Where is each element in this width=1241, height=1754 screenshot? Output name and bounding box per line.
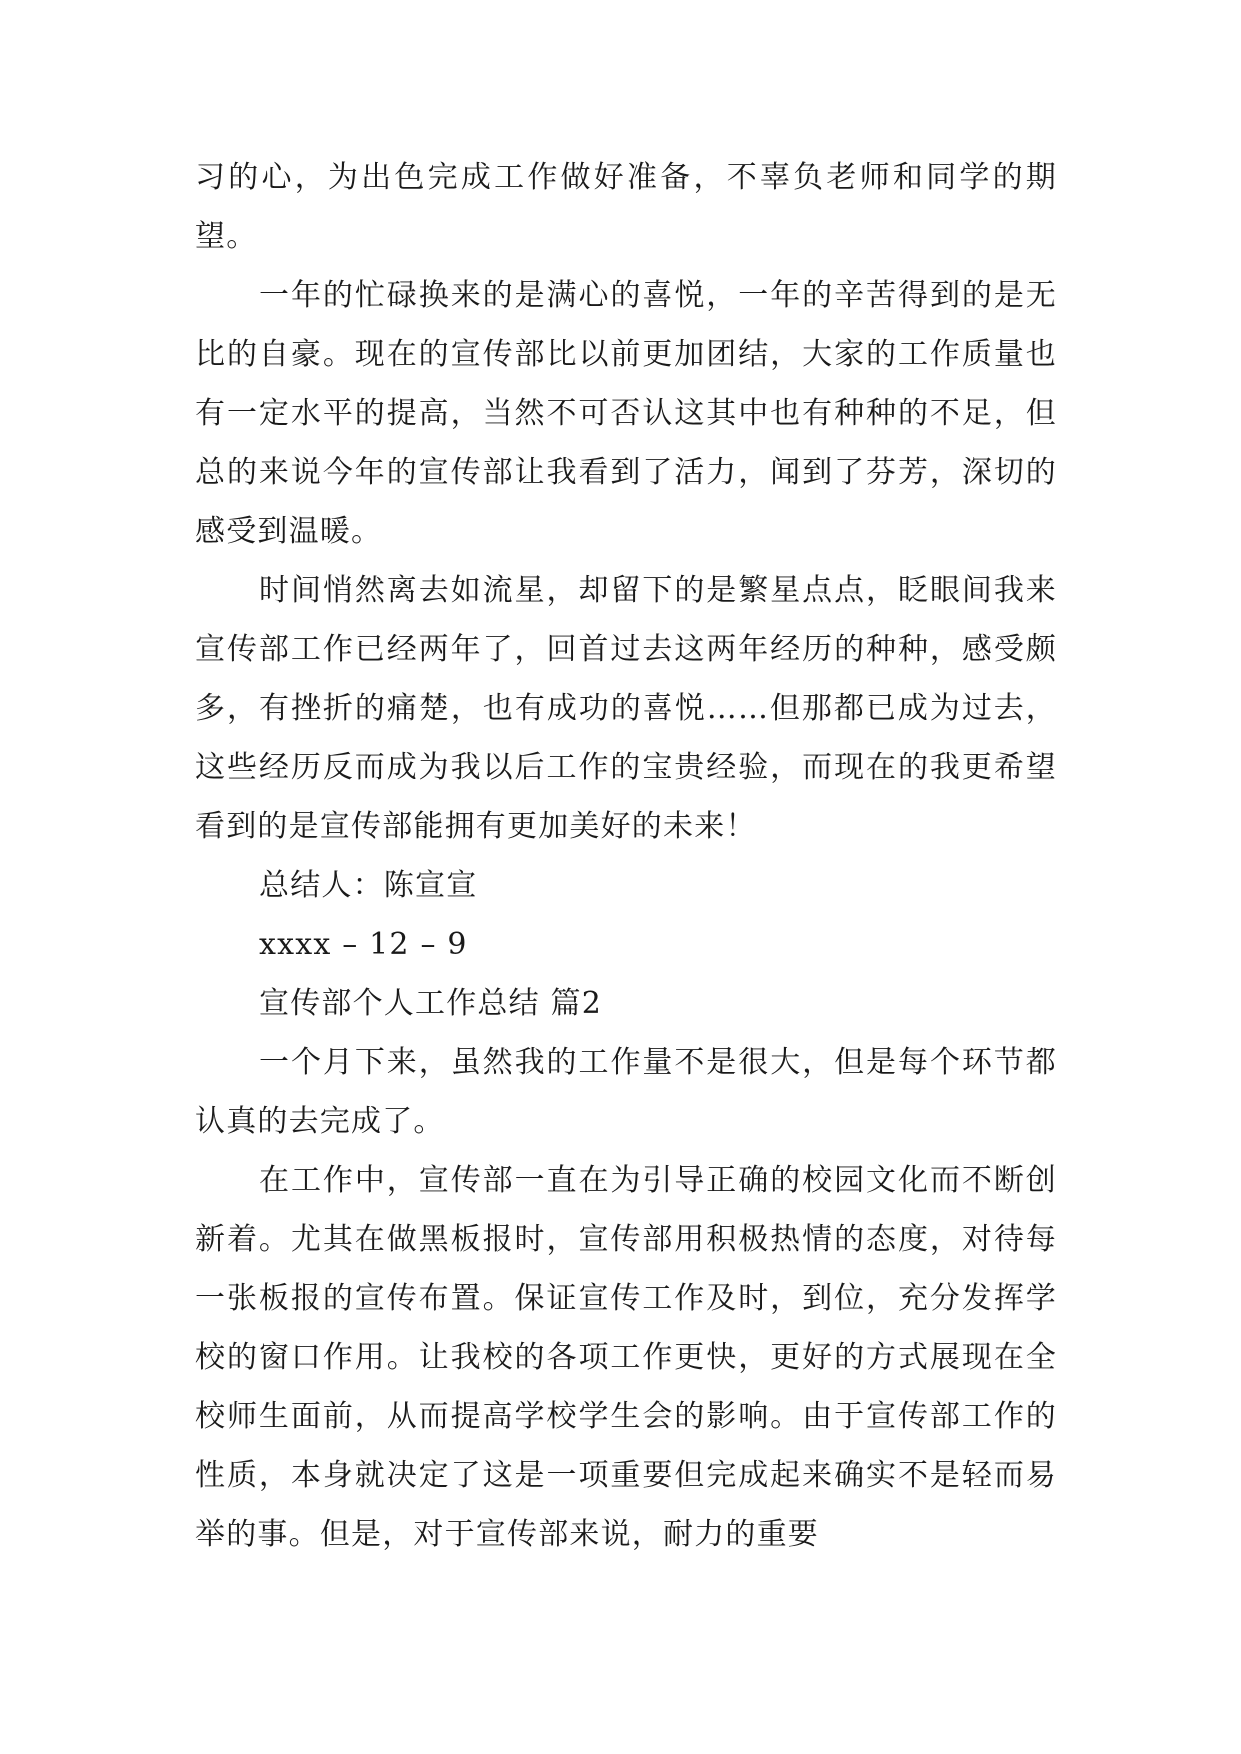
paragraph-reflection: 一年的忙碌换来的是满心的喜悦，一年的辛苦得到的是无比的自豪。现在的宣传部比以前更加团结，大家的工作质量也有一定水平的提高，当然不可否认这其中也有种种的不足，但总的来说今年的宣传部让我看到了活力，闻到了芬芳，深切的感受到温暖。	[195, 278, 1057, 549]
paragraph-continuation: 习的心，为出色完成工作做好准备，不辜负老师和同学的期望。	[195, 160, 1057, 254]
paragraph-work-details: 在工作中，宣传部一直在为引导正确的校园文化而不断创新着。尤其在做黑板报时，宣传部用积极热情的态度，对待每一张板报的宣传布置。保证宣传工作及时，到位，充分发挥学校的窗口作用。让我校的各项工作更快，更好的方式展现在全校师生面前，从而提高学校学生会的影响。由于宣传部工作的性质，本身就决定了这是一项重要但完成起来确实不是轻而易举的事。但是，对于宣传部来说，耐力的重要	[195, 1163, 1057, 1552]
document-body	[195, 148, 1057, 1564]
section-title: 宣传部个人工作总结 篇2	[259, 986, 603, 1021]
paragraph-month-summary: 一个月下来，虽然我的工作量不是很大，但是每个环节都认真的去完成了。	[195, 1045, 1057, 1139]
signature-line: 总结人：陈宣宣	[259, 868, 478, 903]
date-line: xxxx – 12 – 9	[259, 927, 468, 962]
paragraph-looking-back: 时间悄然离去如流星，却留下的是繁星点点，眨眼间我来宣传部工作已经两年了，回首过去这两年经历的种种，感受颇多，有挫折的痛楚，也有成功的喜悦……但那都已成为过去，这些经历反而成为我以后工作的宝贵经验，而现在的我更希望看到的是宣传部能拥有更加美好的未来！	[195, 573, 1057, 844]
